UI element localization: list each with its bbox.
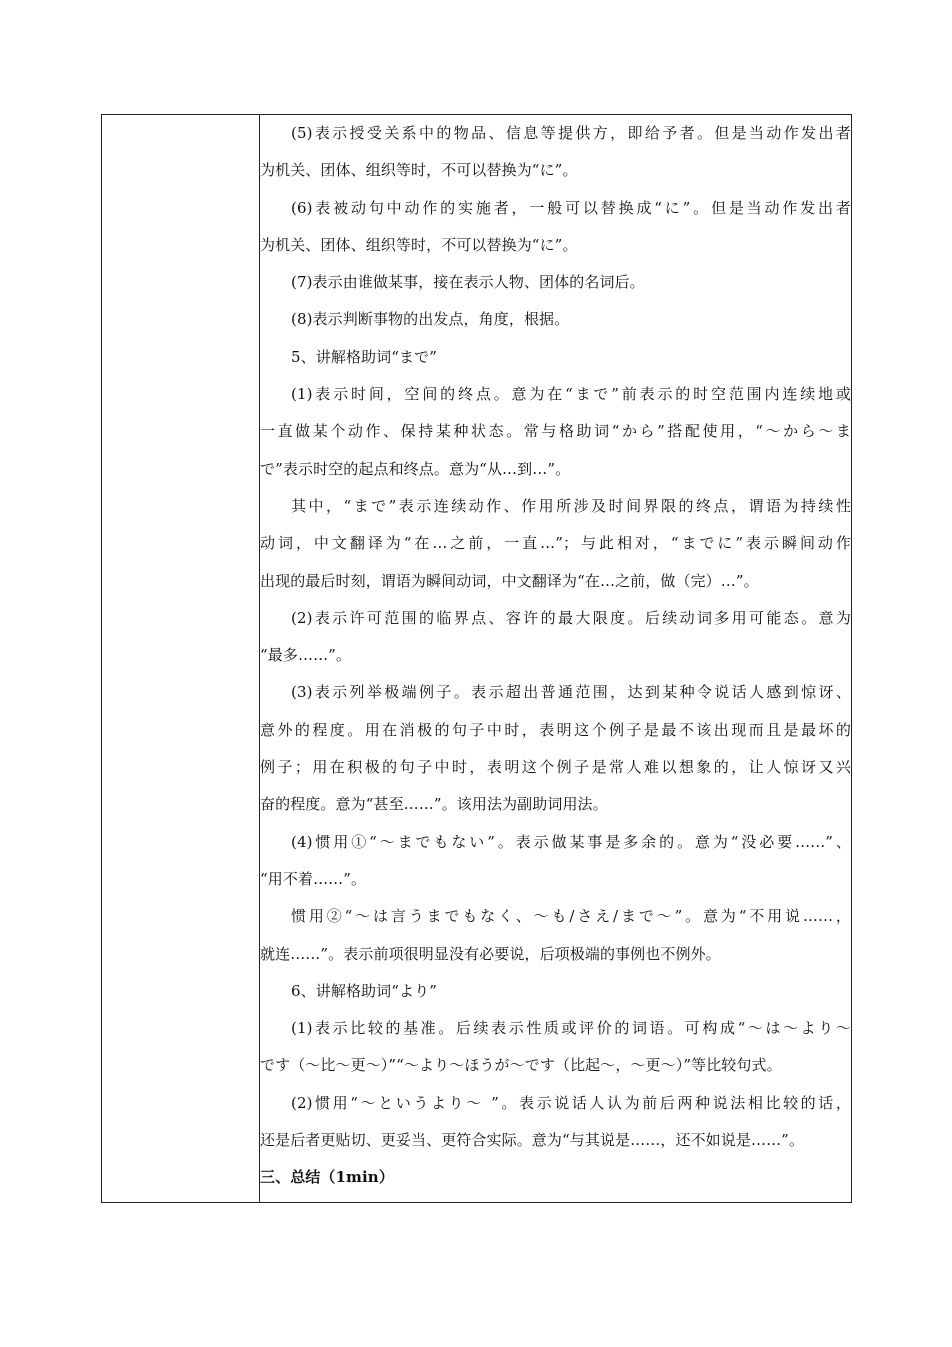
paragraph-line: 奋的程度。意为“甚至……”。该用法为副助词用法。 [260, 795, 608, 814]
section-heading: 6、讲解格助词“より” [291, 981, 437, 1000]
paragraph-line: (6)表被动句中动作的实施者，一般可以替换成“に”。但是当动作发出者 [291, 198, 851, 217]
paragraph-line: 一直做某个动作、保持某种状态。常与格助词“から”搭配使用，“～から～ま [260, 422, 851, 441]
paragraph-line: (1)表示比较的基准。后续表示性质或评价的词语。可构成“～は～より～ [291, 1019, 851, 1038]
summary-heading: 三、总结（1min） [260, 1168, 394, 1187]
paragraph-line: “用不着……”。 [260, 869, 367, 888]
paragraph-line: (5)表示授受关系中的物品、信息等提供方，即给予者。但是当动作发出者 [291, 124, 851, 142]
paragraph-line: (2)惯用“～というより～ ”。表示说话人认为前后两种说法相比较的话， [291, 1093, 851, 1112]
paragraph-line: 出现的最后时刻，谓语为瞬间动词，中文翻译为“在…之前，做（完）…”。 [260, 571, 759, 590]
paragraph-line: (8)表示判断事物的出发点，角度，根据。 [291, 310, 570, 329]
left-column-cell [102, 115, 260, 1203]
paragraph-line: です（～比～更～）”“～より～ほうが～です（比起～，～更～）”等比较句式。 [260, 1056, 782, 1075]
paragraph-line: 为机关、团体、组织等时，不可以替换为“に”。 [260, 161, 578, 180]
section-heading: 5、讲解格助词“まで” [291, 347, 437, 366]
paragraph-line: 其中，“まで”表示连续动作、作用所涉及时间界限的终点，谓语为持续性 [291, 496, 851, 515]
paragraph-line: 意外的程度。用在消极的句子中时，表明这个例子是最不该出现而且是最坏的 [260, 720, 851, 739]
paragraph-line: (3)表示列举极端例子。表示超出普通范围，达到某种令说话人感到惊讶、 [291, 683, 851, 702]
paragraph-line: 还是后者更贴切、更妥当、更符合实际。意为“与其说是……，还不如说是……”。 [260, 1131, 805, 1150]
paragraph-line: (4)惯用①“～までもない”。表示做某事是多余的。意为“没必要……”、 [291, 832, 851, 851]
paragraph-line: 惯用②“～は言うまでもなく、～も/さえ/まで～”。意为“不用说……， [291, 907, 851, 926]
paragraph-line: “最多……”。 [260, 646, 352, 665]
paragraph-line: (1)表示时间，空间的终点。意为在“まで”前表示的时空范围内连续地或 [291, 385, 851, 404]
paragraph-line: (2)表示许可范围的临界点、容许的最大限度。后续动词多用可能态。意为 [291, 608, 851, 627]
content-cell [260, 115, 852, 1203]
lesson-plan-table [101, 114, 852, 1203]
table-row [102, 115, 852, 1203]
paragraph-line: (7)表示由谁做某事，接在表示人物、团体的名词后。 [291, 273, 645, 292]
paragraph-line: 例子；用在积极的句子中时，表明这个例子是常人难以想象的，让人惊讶又兴 [260, 758, 851, 777]
paragraph-line: 就连……”。表示前项很明显没有必要说，后项极端的事例也不例外。 [260, 944, 721, 963]
paragraph-line: 为机关、团体、组织等时，不可以替换为“に”。 [260, 235, 578, 254]
paragraph-line: 动词，中文翻译为“在…之前，一直…”；与此相对，“までに”表示瞬间动作 [260, 534, 851, 553]
paragraph-line: で”表示时空的起点和终点。意为“从…到…”。 [260, 459, 571, 478]
